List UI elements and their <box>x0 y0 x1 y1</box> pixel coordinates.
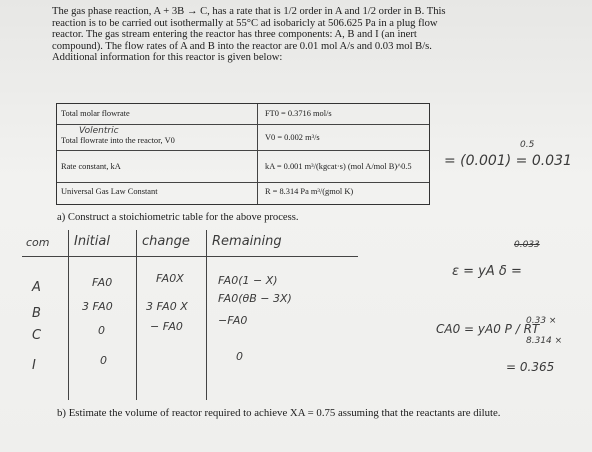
part-a-question: a) Construct a stoichiometric table for the above process. <box>57 212 299 223</box>
row-change: FA0X <box>156 272 184 285</box>
row-remaining: FA0(θB − 3X) <box>218 292 292 305</box>
part-b-question: b) Estimate the volume of reactor required to achieve XA = 0.75 assuming that the reactants are dilute. <box>57 407 501 419</box>
row-label: Total flowrate into the reactor, V0 <box>61 136 175 145</box>
handwritten-annotation: Volentric <box>79 126 119 136</box>
row-initial: 0 <box>98 324 105 337</box>
table-row <box>57 150 429 183</box>
header-initial: Initial <box>74 234 110 249</box>
handwritten-note: 8.314 × <box>526 336 563 346</box>
header-change: change <box>142 234 190 249</box>
handwritten-note: 0.5 <box>520 140 535 150</box>
row-initial: FA0 <box>92 276 113 289</box>
row-value: FT0 = 0.3716 mol/s <box>265 109 332 118</box>
handwritten-note: CA0 = yA0 P / RT <box>436 322 540 336</box>
row-initial: 0 <box>100 354 107 367</box>
row-value: V0 = 0.002 m³/s <box>265 133 320 142</box>
handwritten-note: 0.33 × <box>526 316 557 326</box>
row-remaining: 0 <box>236 350 243 363</box>
row-component: B <box>32 306 41 321</box>
row-value: R = 8.314 Pa m³/(gmol K) <box>265 187 354 196</box>
handwritten-note: 0.033 <box>514 240 540 250</box>
problem-line: Additional information for this reactor is given below: <box>52 52 283 64</box>
row-component: A <box>32 280 41 295</box>
row-component: C <box>32 328 42 343</box>
problem-statement <box>52 6 582 64</box>
row-change: − FA0 <box>150 320 183 333</box>
problem-line: reactor. The gas stream entering the reactor has three components: A, B and I (an inert <box>52 29 417 41</box>
problem-line: The gas phase reaction, A + 3B → C, has a rate that is 1/2 order in A and 1/2 order in B. This <box>52 6 446 17</box>
row-label: Universal Gas Law Constant <box>61 187 158 196</box>
problem-line: compound). The flow rates of A and B into the reactor are 0.01 mol A/s and 0.03 mol B/s. <box>52 40 432 52</box>
header-remaining: Remaining <box>212 234 282 249</box>
row-component: I <box>32 358 36 373</box>
row-label: Total molar flowrate <box>61 109 130 118</box>
table-line <box>22 256 358 257</box>
table-row <box>57 104 429 125</box>
row-change: 3 FA0 X <box>146 300 188 313</box>
row-value: kA = 0.001 m³/(kgcat·s) (mol A/mol B)^0.5 <box>265 162 412 171</box>
handwritten-note: = (0.001) = 0.031 <box>444 153 572 169</box>
table-row <box>57 182 429 203</box>
problem-line: reaction is to be carried out isothermally at 55°C ad isobaricly at 506.625 Pa in a plug flow <box>52 17 438 29</box>
row-initial: 3 FA0 <box>82 300 113 313</box>
handwritten-stoich-table <box>22 230 358 400</box>
table-row <box>57 124 429 151</box>
row-remaining: FA0(1 − X) <box>218 274 278 287</box>
handwritten-note: ε = yA δ = <box>452 264 522 279</box>
row-label: Rate constant, kA <box>61 162 121 171</box>
row-remaining: −FA0 <box>218 314 248 327</box>
given-information-table <box>56 103 430 205</box>
header-component: com <box>26 236 50 249</box>
handwritten-note: = 0.365 <box>506 360 555 374</box>
